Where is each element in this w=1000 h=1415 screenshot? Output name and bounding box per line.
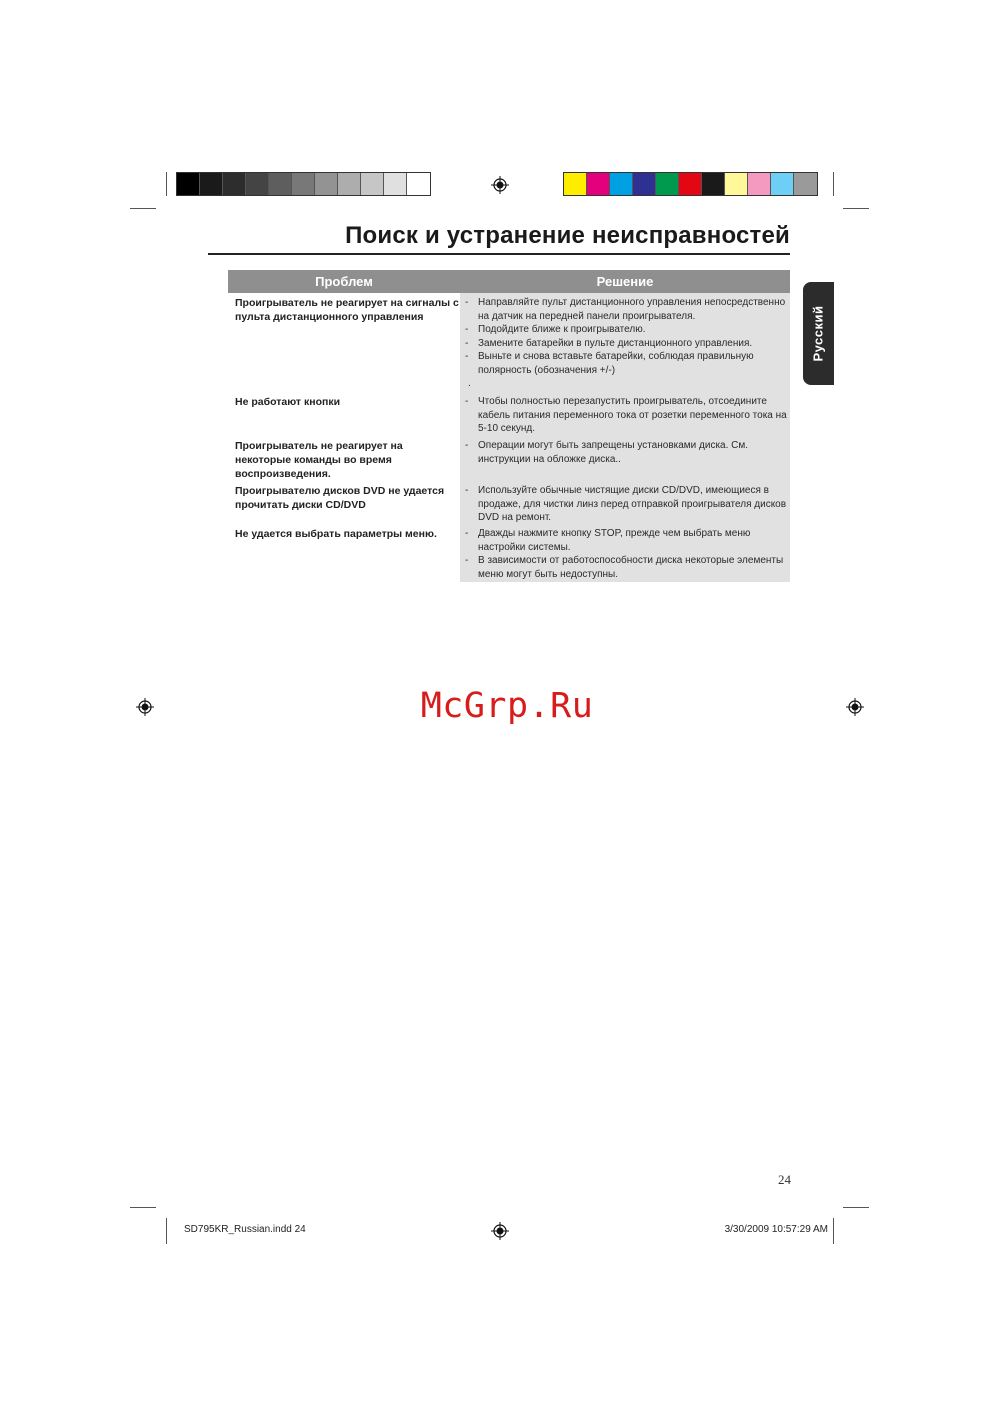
solution-cell (465, 484, 787, 525)
crop-mark (833, 1218, 834, 1244)
calibration-swatch (246, 173, 269, 195)
crop-mark (843, 1207, 869, 1208)
footer-filename: SD795KR_Russian.indd 24 (184, 1224, 306, 1235)
calibration-swatch (564, 173, 587, 195)
solution-item: - Используйте обычные чистящие диски CD/DVD, имеющиеся в продаже, для чистки линз перед отправкой проигрывателя дисков DVD на ремонт. (465, 484, 787, 525)
solution-item: - Чтобы полностью перезапустить проигрыватель, отсоедините кабель питания переменного тока от розетки переменного тока на 5-10 секунд. (465, 395, 787, 436)
problem-cell: Не работают кнопки (235, 396, 341, 408)
solution-item: - Операции могут быть запрещены установками диска. См. инструкции на обложке диска.. (465, 439, 787, 466)
calibration-swatch (771, 173, 794, 195)
crop-mark (130, 1207, 156, 1208)
column-header-problem: Проблем (315, 274, 373, 289)
calibration-swatch (200, 173, 223, 195)
solution-item: - В зависимости от работоспособности диска некоторые элементы меню могут быть недоступны. (465, 554, 787, 581)
solution-trailing-mark: . (468, 378, 471, 389)
calibration-swatch (292, 173, 315, 195)
calibration-swatch (587, 173, 610, 195)
footer-timestamp: 3/30/2009 10:57:29 AM (724, 1224, 828, 1235)
language-tab-label: Русский (811, 305, 826, 362)
crop-mark (166, 172, 167, 196)
problem-cell: Проигрыватель не реагирует на сигналы с пульта дистанционного управления (235, 297, 459, 323)
crop-mark (166, 1218, 167, 1244)
calibration-swatch (269, 173, 292, 195)
registration-mark-icon (491, 176, 509, 194)
title-rule (208, 253, 790, 255)
crop-mark (843, 208, 869, 209)
calibration-swatch (361, 173, 384, 195)
crop-mark (130, 208, 156, 209)
calibration-swatch (679, 173, 702, 195)
table-header (228, 270, 790, 293)
calibration-swatch (338, 173, 361, 195)
crop-mark (833, 172, 834, 196)
solution-cell (465, 296, 787, 391)
solution-cell (465, 395, 787, 436)
registration-mark-icon (491, 1222, 509, 1240)
watermark: McGrp.Ru (420, 686, 594, 726)
page-title: Поиск и устранение неисправностей (345, 222, 790, 249)
language-tab (803, 282, 834, 385)
solution-item: - Замените батарейки в пульте дистанционного управления. (465, 337, 787, 351)
problem-cell: Проигрывателю дисков DVD не удается прочитать диски CD/DVD (235, 485, 445, 511)
calibration-swatch (384, 173, 407, 195)
calibration-swatch (177, 173, 200, 195)
calibration-swatch (794, 173, 817, 195)
problem-cell: Проигрыватель не реагирует на некоторые команды во время воспроизведения. (235, 440, 403, 480)
calibration-swatch (633, 173, 656, 195)
calibration-swatch (725, 173, 748, 195)
column-header-solution: Решение (596, 274, 654, 289)
solution-item: - Выньте и снова вставьте батарейки, соблюдая правильную полярность (обозначения +/-) (465, 350, 787, 377)
calibration-swatch (223, 173, 246, 195)
calibration-swatch (748, 173, 771, 195)
calibration-swatch (610, 173, 633, 195)
page-number: 24 (778, 1172, 791, 1187)
solution-item: - Дважды нажмите кнопку STOP, прежде чем выбрать меню настройки системы. (465, 527, 787, 554)
calibration-swatch (407, 173, 430, 195)
calibration-swatch (702, 173, 725, 195)
calibration-swatch (315, 173, 338, 195)
problem-cell: Не удается выбрать параметры меню. (235, 528, 437, 540)
solution-item: - Направляйте пульт дистанционного управления непосредственно на датчик на передней панели проигрывателя. (465, 296, 787, 323)
calibration-swatch (656, 173, 679, 195)
grayscale-bar (176, 172, 431, 196)
solution-cell (465, 527, 787, 581)
color-bar (563, 172, 818, 196)
solution-cell (465, 439, 787, 466)
solution-item: - Подойдите ближе к проигрывателю. (465, 323, 787, 337)
